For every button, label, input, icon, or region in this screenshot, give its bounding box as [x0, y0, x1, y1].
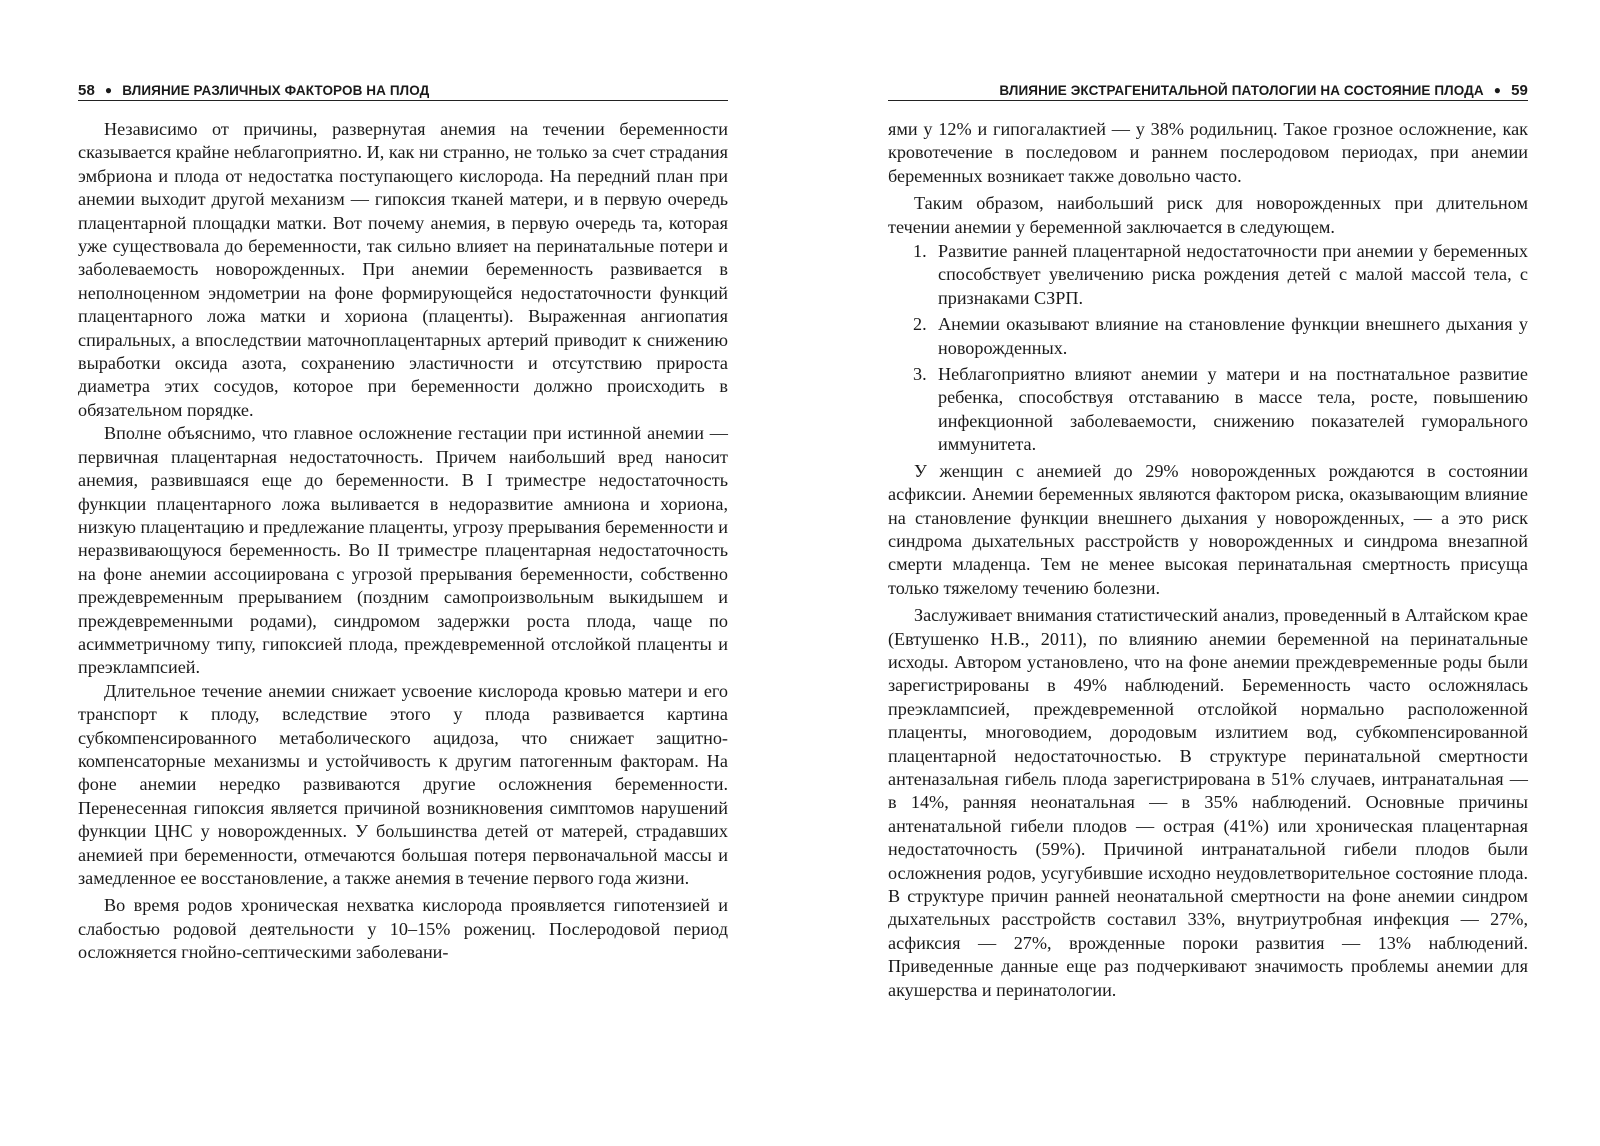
- list-item: [913, 313, 1528, 360]
- list-item-number: 1.: [913, 241, 927, 262]
- paragraph: У женщин с анемией до 29% новорожденных рождаются в состоянии асфиксии. Анемии беременных являются фактором риска, оказывающим влияние на становление функции внешнего дыхания у новорожденных, — а это риск синдрома дыхательных расстройств у новорожденных и синдрома внезапной смерти младенца. Тем не менее высокая перинатальная смертность присуща только тяжелому течению болезни.: [888, 460, 1528, 598]
- paragraph: Заслуживает внимания статистический анализ, проведенный в Алтайском крае (Евтушенко Н.В., 2011), по влиянию анемии беременной на перинатальные исходы. Автором установлено, что на фоне анемии преждевременные роды были зарегистрированы в 49% наблюдений. Беременность часто осложнялась преэклампсией, преждевременной отслойкой нормально расположенной плаценты, многоводием, дородовым излитием вод, субкомпенсированной плацентарной недостаточностью. В структуре перинатальной смертности антеназальная гибель плода зарегистрирована в 51% случаев, интранатальная — в 14%, ранняя неонатальная — в 35% наблюдений. Основные причины антенатальной гибели плодов — острая (41%) или хроническая плацентарная недостаточность (59%). Причиной интранатальной гибели плодов были осложнения родов, усугубившие исходно неудовлетворительное состояние плода. В структуре причин ранней неонатальной смертности на фоне анемии синдром дыхательных расстройств составил 33%, внутриутробная инфекция — 27%, асфиксия — 27%, врожденные пороки развития — 13% наблюдений. Приведенные данные еще раз подчеркивают значимость проблемы анемии для акушерства и перинатологии.: [888, 605, 1528, 1000]
- list-item-text: Неблагоприятно влияют анемии у матери и на постнатальное развитие ребенка, способствуя отставанию в массе тела, росте, повышению инфекционной заболеваемости, снижению показателей гуморального иммунитета.: [938, 364, 1528, 455]
- running-head-right: [888, 80, 1528, 101]
- paragraph: Таким образом, наибольший риск для новорожденных при длительном течении анемии у беременной заключается в следующем.: [888, 193, 1528, 237]
- list-item-number: 2.: [913, 314, 927, 335]
- bullet-separator: ●: [104, 83, 113, 97]
- paragraph: Независимо от причины, развернутая анемия на течении беременности сказывается крайне неблагоприятно. И, как ни странно, не только за счет страдания эмбриона и плода от недостатка поступающего кислорода. На передний план при анемии выходит другой механизм — гипоксия тканей матери, и в первую очередь плацентарной площадки матки. Вот почему анемия, в первую очередь та, которая уже существовала до беременности, так сильно влияет на перинатальные потери и заболеваемость новорожденных. При анемии беременность развивается в неполноценном эндометрии на фоне формирующейся недостаточности функций плацентарного ложа матки и хориона (плаценты). Выраженная ангиопатия спиральных, а впоследствии маточноплацентарных артерий приводит к снижению выработки оксида азота, сохранению эластичности и отсутствию прироста диаметра этих сосудов, которое при беременности должно происходить в обязательном порядке.: [78, 119, 728, 420]
- bullet-separator: ●: [1493, 83, 1502, 97]
- paragraph-continuation: ями у 12% и гипогалактией — у 38% родильниц. Такое грозное осложнение, как кровотечение в последовом и раннем послеродовом периодах, при анемии беременных возникает также довольно часто.: [888, 119, 1528, 186]
- paragraph: Длительное течение анемии снижает усвоение кислорода кровью матери и его транспорт к плоду, вследствие этого у плода развивается картина субкомпенсированного метаболического ацидоза, что снижает защитно-компенсаторные механизмы и устойчивость к другим патогенным факторам. На фоне анемии нередко развиваются другие осложнения беременности. Перенесенная гипоксия является причиной возникновения симптомов нарушений функции ЦНС у новорожденных. У большинства детей от матерей, страдавших анемией при беременности, отмечаются большая потеря первоначальной массы и замедленное ее восстановление, а также анемия в течение первого года жизни.: [78, 680, 728, 888]
- running-head-title-right: ВЛИЯНИЕ ЭКСТРАГЕНИТАЛЬНОЙ ПАТОЛОГИИ НА СОСТОЯНИЕ ПЛОДА: [999, 82, 1484, 98]
- list-item-text: Анемии оказывают влияние на становление функции внешнего дыхания у новорожденных.: [938, 314, 1528, 358]
- right-body-text: [888, 118, 1528, 1002]
- paragraph: Во время родов хроническая нехватка кислорода проявляется гипотензией и слабостью родовой деятельности у 10–15% рожениц. Послеродовой период осложняется гнойно-септическими заболевани-: [78, 895, 728, 963]
- running-head-left: [78, 80, 728, 101]
- left-body-text: [78, 118, 728, 965]
- list-item-number: 3.: [913, 364, 927, 385]
- page-number-right: 59: [1511, 81, 1528, 99]
- list-item-text: Развитие ранней плацентарной недостаточности при анемии у беременных способствует увеличению риска рождения детей с малой массой тела, с признаками СЗРП.: [938, 241, 1528, 308]
- page-number-left: 58: [78, 81, 95, 99]
- risk-list: [888, 240, 1528, 457]
- running-head-title-left: ВЛИЯНИЕ РАЗЛИЧНЫХ ФАКТОРОВ НА ПЛОД: [122, 82, 430, 98]
- list-item: [913, 363, 1528, 457]
- paragraph: Вполне объяснимо, что главное осложнение гестации при истинной анемии — первичная плацентарная недостаточность. Причем наибольший вред наносит анемия, развившаяся еще до беременности. В I триместре недостаточность функции плацентарного ложа выливается в недоразвитие амниона и хориона, низкую плацентацию и предлежание плаценты, угрозу прерывания беременности и неразвивающуюся беременность. Во II триместре плацентарная недостаточность на фоне анемии ассоциирована с угрозой прерывания беременности, собственно преждевременным прерыванием (поздним самопроизвольным выкидышем и преждевременными родами), синдромом задержки роста плода, чаще по асимметричному типу, гипоксией плода, преждевременной отслойкой плаценты и преэклампсией.: [78, 423, 728, 678]
- list-item: [913, 240, 1528, 310]
